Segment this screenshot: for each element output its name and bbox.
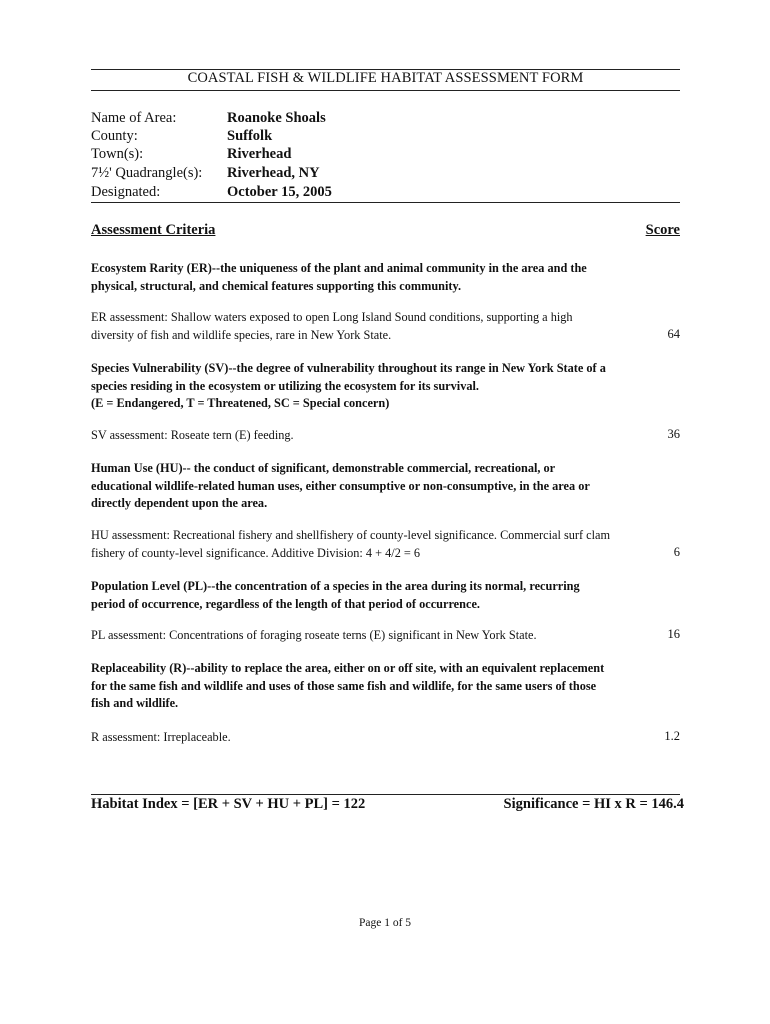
criterion-r-score: 1.2 [664,729,680,743]
footer-rule [91,794,680,795]
criterion-r-definition: Replaceability (R)--ability to replace the area, either on or off site, with an equivalent replacement for the same fish and wildlife and uses of those same fish and wildlife, for the same users of those fish and wildlife. [91,661,605,710]
info-value-quadrangle: Riverhead, NY [227,165,320,181]
info-value-designated: October 15, 2005 [227,184,332,200]
criterion-er-assessment: ER assessment: Shallow waters exposed to open Long Island Sound conditions, supporting a high diversity of fish and wildlife species, rare in New York State. [91,310,573,342]
info-value-county: Suffolk [227,128,273,144]
criterion-sv-definition [91,360,613,413]
criterion-r-assessment: R assessment: Irreplaceable. [91,730,231,744]
title-bottom-rule [91,90,680,91]
info-value-name: Roanoke Shoals [227,110,326,126]
info-label-towns: Town(s): [91,146,144,162]
criterion-sv-assessment: SV assessment: Roseate tern (E) feeding. [91,428,294,442]
criterion-er-definition: Ecosystem Rarity (ER)--the uniqueness of the plant and animal community in the area and the physical, structural, and chemical features supporting this community. [91,261,587,293]
criterion-hu-score: 6 [673,545,680,559]
criterion-sv-score: 36 [667,427,680,441]
criterion-pl-definition: Population Level (PL)--the concentration of a species in the area during its normal, recurring period of occurrence, regardless of the length of that period of occurrence. [91,579,580,611]
info-value-towns: Riverhead [227,146,292,162]
info-bottom-rule [91,202,680,203]
criterion-er-score: 64 [667,327,680,341]
form-title: COASTAL FISH & WILDLIFE HABITAT ASSESSMENT FORM [187,70,584,86]
info-label-name: Name of Area: [91,110,177,126]
significance: Significance = HI x R = 146.4 [503,796,684,812]
habitat-index: Habitat Index = [ER + SV + HU + PL] = 122 [91,796,366,812]
assessment-criteria-header: Assessment Criteria [91,222,216,238]
info-label-quadrangle: 7½' Quadrangle(s): [91,165,203,181]
criterion-sv-definition-text: Species Vulnerability (SV)--the degree of vulnerability throughout its range in New York State of a species residing in the ecosystem or utilizing the ecosystem for its survival. [91,361,606,393]
criterion-pl-score: 16 [667,627,680,641]
criterion-sv-definition-note: (E = Endangered, T = Threatened, SC = Special concern) [91,396,390,410]
criterion-hu-assessment: HU assessment: Recreational fishery and shellfishery of county-level significance. Commercial surf clam fishery of county-level significance. Additive Division: 4 + 4/2 = 6 [91,528,611,560]
info-label-county: County: [91,128,138,144]
page-number: Page 1 of 5 [358,917,412,929]
criterion-hu-definition: Human Use (HU)-- the conduct of significant, demonstrable commercial, recreational, or educational wildlife-related human uses, either consumptive or non-consumptive, in the area or directly dependent upon the area. [91,461,590,510]
info-label-designated: Designated: [91,184,161,200]
criterion-pl-assessment: PL assessment: Concentrations of foraging roseate terns (E) significant in New York State. [91,628,537,642]
score-header: Score [645,222,680,238]
